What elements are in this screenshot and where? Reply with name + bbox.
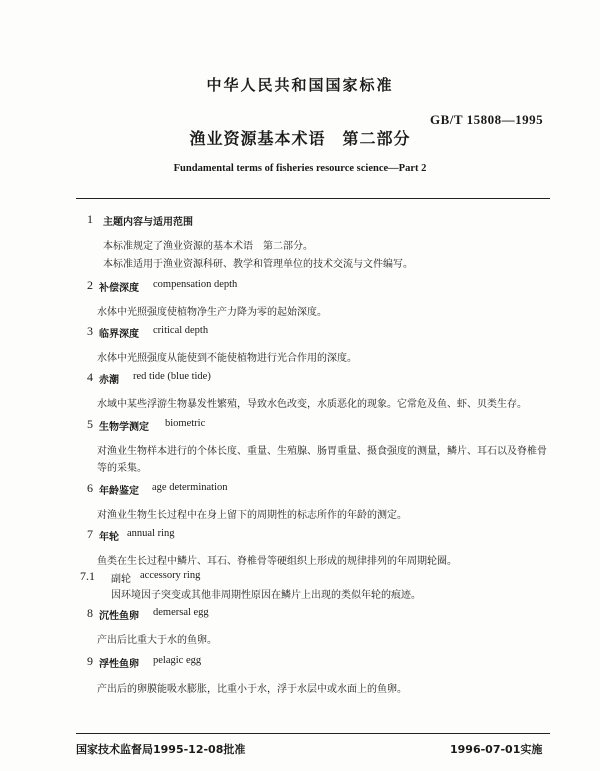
section-heading: 年龄鉴定 bbox=[99, 486, 139, 497]
section-term-en: critical depth bbox=[153, 325, 209, 336]
section-term-en: accessory ring bbox=[140, 570, 201, 581]
approval-date: 国家技术监督局1995-12-08批准 bbox=[76, 743, 246, 756]
section-heading: 年轮 bbox=[99, 532, 119, 543]
section-text-line: 鱼类在生长过程中鳞片、耳石、脊椎骨等硬组织上形成的规律排列的年周期轮圈。 bbox=[97, 556, 457, 567]
footer-divider bbox=[76, 733, 550, 734]
section-number: 6 bbox=[87, 481, 93, 495]
section-text-line: 等的采集。 bbox=[97, 463, 147, 474]
section-number: 7.1 bbox=[80, 569, 95, 583]
section-number: 5 bbox=[87, 417, 93, 431]
effective-date: 1996-07-01实施 bbox=[450, 743, 543, 756]
section-number: 1 bbox=[87, 212, 93, 226]
document-title-en: Fundamental terms of fisheries resource science—Part 2 bbox=[173, 163, 427, 174]
section-number: 2 bbox=[87, 278, 93, 292]
section-number: 3 bbox=[87, 324, 93, 338]
section-term-en: demersal egg bbox=[153, 607, 209, 618]
section-term-en: compensation depth bbox=[153, 279, 238, 290]
section-text-line: 本标准适用于渔业资源科研、教学和管理单位的技术交流与文件编写。 bbox=[103, 259, 413, 270]
section-term-en: annual ring bbox=[127, 528, 175, 539]
section-text-line: 水域中某些浮游生物暴发性繁殖，导致水色改变，水质恶化的现象。它常危及鱼、虾、贝类生存。 bbox=[97, 399, 527, 410]
section-text-line: 对渔业生物样本进行的个体长度、重量、生殖腺、肠胃重量、摄食强度的测量，鳞片、耳石以及脊椎骨 bbox=[97, 446, 547, 457]
section-term-en: biometric bbox=[165, 418, 206, 429]
section-text-line: 本标准规定了渔业资源的基本术语 第二部分。 bbox=[103, 241, 313, 252]
section-text-line: 水体中光照强度从能使到不能使植物进行光合作用的深度。 bbox=[97, 353, 357, 364]
section-number: 9 bbox=[87, 654, 93, 668]
section-heading: 生物学测定 bbox=[99, 422, 149, 433]
section-text-line: 因环境因子突变或其他非周期性原因在鳞片上出现的类似年轮的痕迹。 bbox=[111, 590, 421, 601]
section-text-line: 产出后比重大于水的鱼卵。 bbox=[97, 635, 217, 646]
standard-code: GB/T 15808—1995 bbox=[430, 112, 544, 127]
section-heading: 临界深度 bbox=[99, 329, 139, 340]
section-number: 8 bbox=[87, 606, 93, 620]
section-term-en: red tide (blue tide) bbox=[133, 371, 211, 382]
section-heading: 赤潮 bbox=[99, 375, 119, 386]
section-heading: 补偿深度 bbox=[99, 283, 139, 294]
section-number: 4 bbox=[87, 370, 93, 384]
national-standard-heading: 中华人民共和国国家标准 bbox=[206, 76, 394, 94]
section-term-en: age determination bbox=[152, 482, 228, 493]
section-heading: 副轮 bbox=[111, 574, 131, 585]
header-divider bbox=[76, 198, 550, 199]
section-text-line: 水体中光照强度使植物净生产力降为零的起始深度。 bbox=[97, 307, 327, 318]
section-text-line: 产出后的卵膜能吸水膨胀，比重小于水，浮于水层中或水面上的鱼卵。 bbox=[97, 684, 407, 695]
section-heading: 浮性鱼卵 bbox=[99, 659, 139, 670]
section-heading: 主题内容与适用范围 bbox=[103, 217, 193, 228]
section-heading: 沉性鱼卵 bbox=[99, 611, 139, 622]
section-number: 7 bbox=[87, 527, 93, 541]
section-term-en: pelagic egg bbox=[153, 655, 202, 666]
section-text-line: 对渔业生物生长过程中在身上留下的周期性的标志所作的年龄的测定。 bbox=[97, 510, 407, 521]
document-title-cn: 渔业资源基本术语 第二部分 bbox=[189, 129, 411, 148]
